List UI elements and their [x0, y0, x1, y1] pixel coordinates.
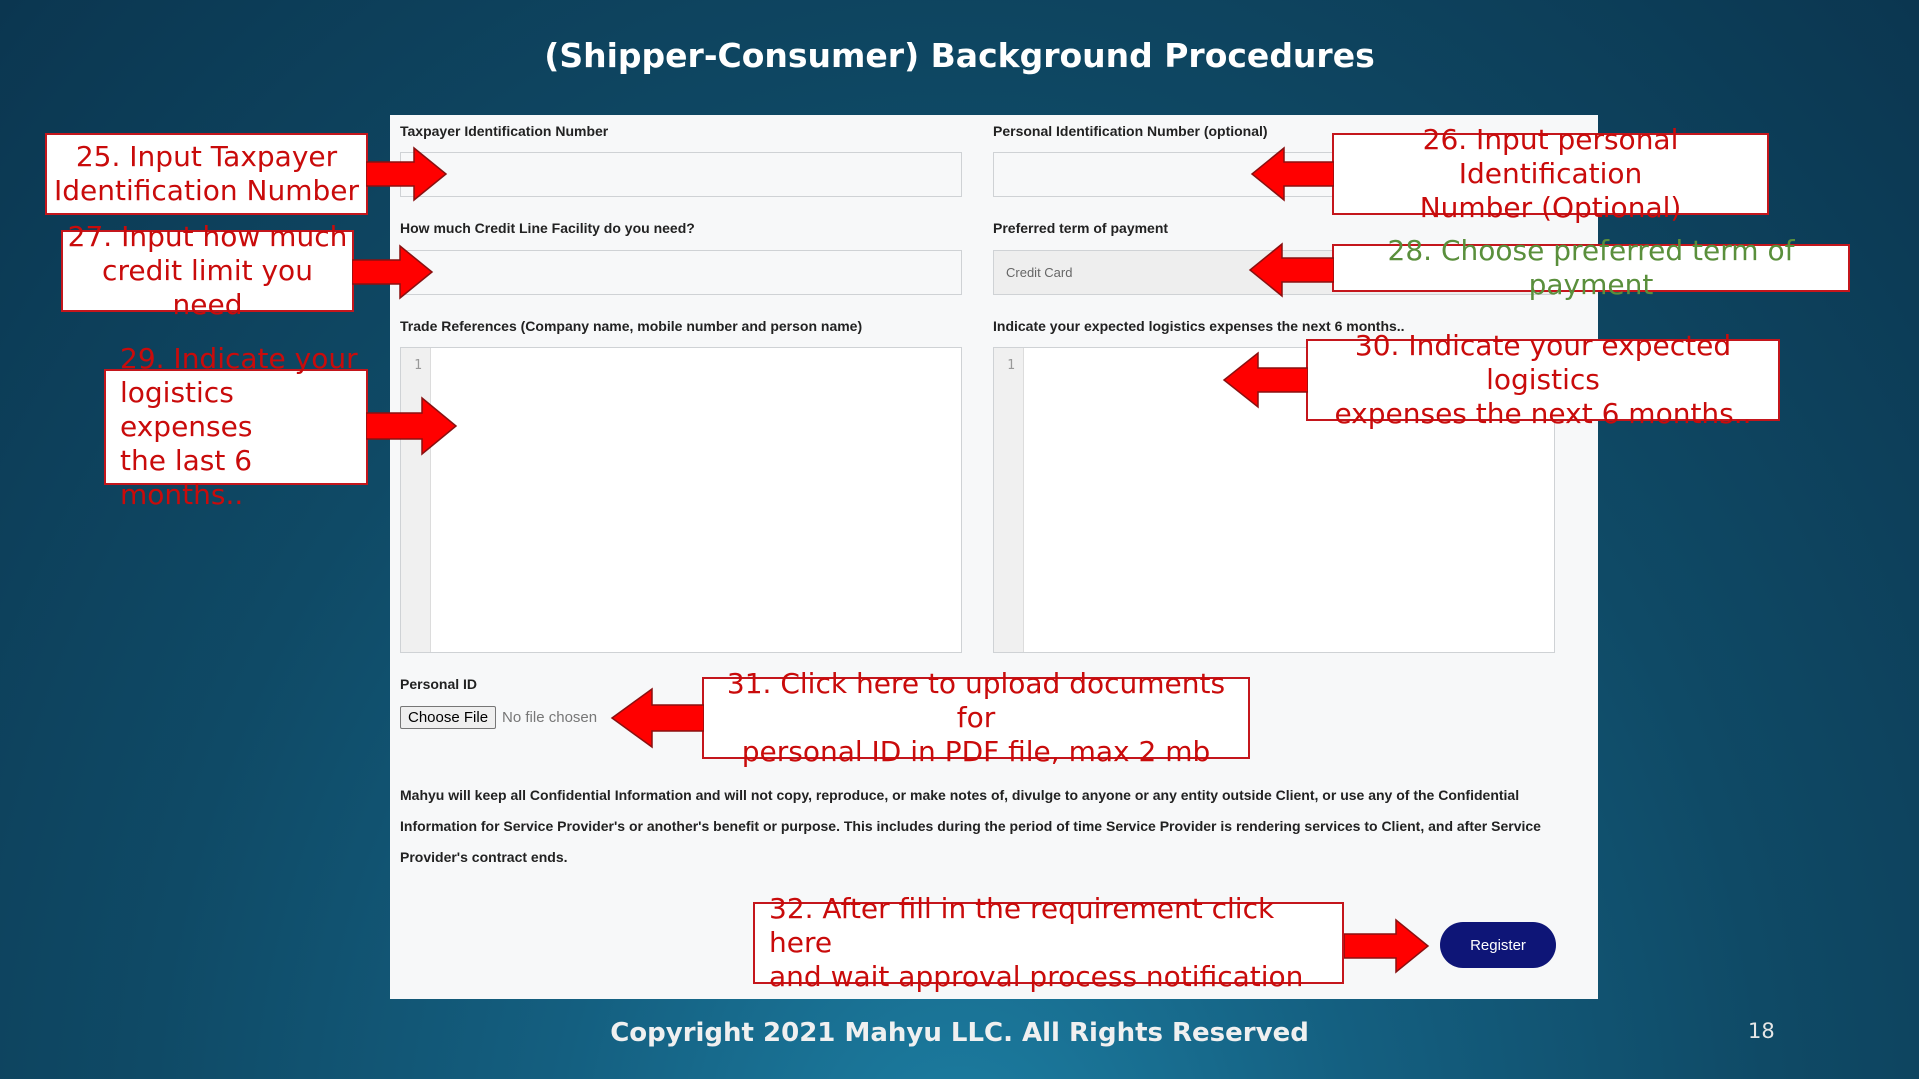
- choose-file-button[interactable]: Choose File: [400, 706, 496, 729]
- arrow-right-icon: [366, 396, 458, 456]
- footer-copyright: Copyright 2021 Mahyu LLC. All Rights Reserved: [610, 1018, 1309, 1048]
- register-button[interactable]: Register: [1440, 922, 1556, 968]
- credit-line-input[interactable]: [400, 250, 962, 295]
- arrow-left-icon: [1248, 242, 1334, 298]
- line-number: 1: [994, 348, 1024, 652]
- taxpayer-input[interactable]: [400, 152, 962, 197]
- callout-28: 28. Choose preferred term of payment: [1332, 244, 1850, 292]
- arrow-right-icon: [1344, 918, 1430, 974]
- callout-31: 31. Click here to upload documents for personal ID in PDF file, max 2 mb: [702, 677, 1250, 759]
- trade-references-label: Trade References (Company name, mobile number and person name): [400, 318, 863, 334]
- arrow-right-icon: [352, 244, 434, 300]
- slide-title: (Shipper-Consumer) Background Procedures: [544, 36, 1375, 75]
- callout-32: 32. After fill in the requirement click here and wait approval process notification: [753, 902, 1344, 984]
- file-upload: [400, 706, 597, 729]
- arrow-right-icon: [366, 146, 448, 202]
- expected-expenses-label: Indicate your expected logistics expenses the next 6 months..: [993, 318, 1405, 334]
- trade-references-editor[interactable]: [400, 347, 962, 653]
- arrow-left-icon: [1222, 351, 1308, 409]
- taxpayer-label: Taxpayer Identification Number: [400, 123, 609, 139]
- callout-27: 27. Input how much credit limit you need: [61, 230, 354, 312]
- personal-id-upload-label: Personal ID: [400, 676, 478, 692]
- credit-line-label: How much Credit Line Facility do you need?: [400, 220, 695, 236]
- page-number: 18: [1748, 1019, 1775, 1043]
- callout-26: 26. Input personal Identification Number (Optional): [1332, 133, 1769, 215]
- personal-id-number-label: Personal Identification Number (optional): [993, 123, 1268, 139]
- callout-29: 29. Indicate your logistics expenses the last 6 months..: [104, 369, 368, 485]
- line-number: 1: [401, 348, 431, 652]
- callout-25: 25. Input Taxpayer Identification Number: [45, 133, 368, 215]
- arrow-left-icon: [1250, 146, 1334, 202]
- payment-term-selected: Credit Card: [1006, 265, 1073, 280]
- callout-30: 30. Indicate your expected logistics expenses the next 6 months..: [1306, 339, 1780, 421]
- file-status: No file chosen: [502, 709, 598, 726]
- confidentiality-disclaimer: Mahyu will keep all Confidential Information and will not copy, reproduce, or make notes of, divulge to anyone or any entity outside Client, or use any of the Confidential Information for Service Provider's or another's benefit or purpose. This includes during the period of time Service Provider is rendering services to Client, and after Service Provider's contract ends.: [400, 787, 1541, 865]
- arrow-left-icon: [610, 687, 704, 749]
- payment-term-label: Preferred term of payment: [993, 220, 1169, 236]
